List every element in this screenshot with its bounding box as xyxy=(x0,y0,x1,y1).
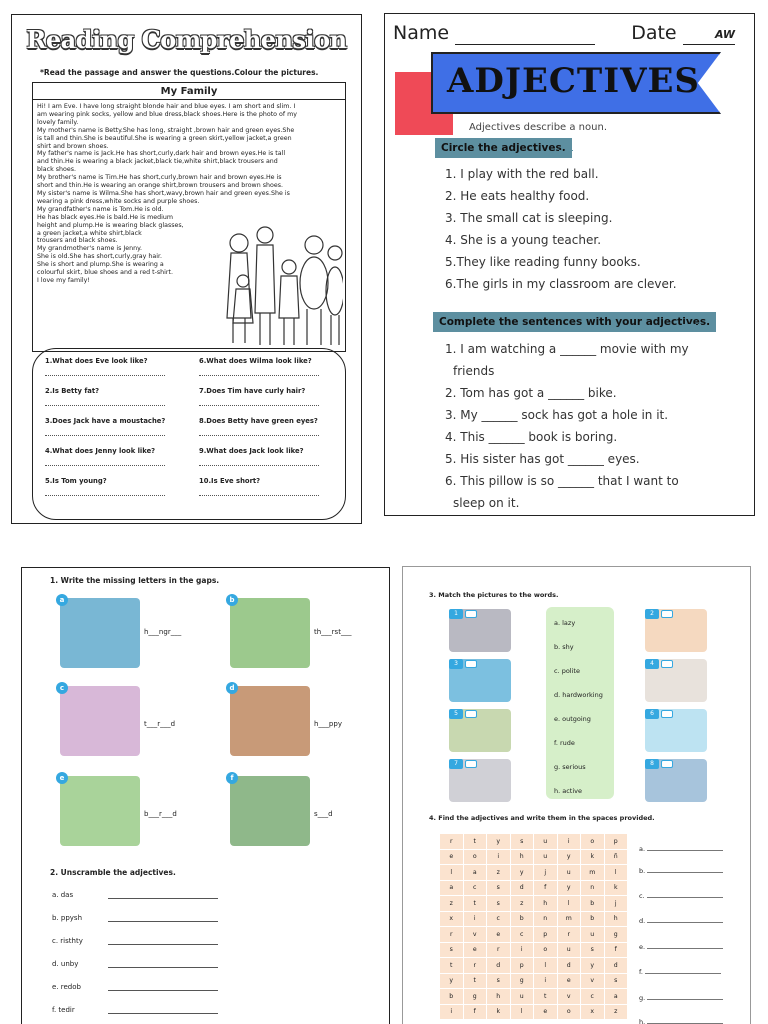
passage-line: Hi! I am Eve. I have long straight blonde hair and blue eyes. I am short and slim. I xyxy=(37,103,296,110)
passage-line: She is short and plump.She is wearing a xyxy=(37,261,164,269)
grid-cell[interactable]: p xyxy=(510,958,534,974)
grid-cell[interactable]: s xyxy=(604,973,628,989)
answer-slot[interactable] xyxy=(639,917,723,925)
answer-line[interactable] xyxy=(199,395,319,406)
grid-row xyxy=(440,880,628,896)
answer-letter: c. xyxy=(639,892,645,900)
answer-box[interactable] xyxy=(465,710,477,718)
answer-line[interactable] xyxy=(45,455,165,466)
grid-cell[interactable]: k xyxy=(604,880,628,896)
scrambled-word: d. unby xyxy=(52,960,79,968)
gap-word[interactable]: t___r___d xyxy=(144,720,176,728)
list-item: 4. She is a young teacher. xyxy=(445,233,602,247)
instruction-text: *Read the passage and answer the questions.Colour the pictures. xyxy=(40,68,319,77)
answer-line[interactable] xyxy=(45,395,165,406)
word-option: b. shy xyxy=(554,643,574,651)
grid-cell[interactable]: e xyxy=(440,849,464,865)
passage-line: short and thin.He is wearing an orange shirt,brown trousers and brown shoes. xyxy=(37,182,283,190)
question-text: 7.Does Tim have curly hair? xyxy=(199,387,306,395)
passage-title: My Family xyxy=(33,83,345,100)
scrambled-word: a. das xyxy=(52,891,74,899)
grid-row xyxy=(440,942,628,958)
word-option: e. outgoing xyxy=(554,715,591,723)
grid-cell[interactable]: r xyxy=(440,834,464,850)
picture-number: 3 xyxy=(449,659,463,669)
passage-box xyxy=(32,82,346,352)
grid-cell[interactable]: l xyxy=(557,896,581,912)
name-label: Name xyxy=(393,22,450,44)
grid-cell[interactable]: n xyxy=(581,880,605,896)
photo-hungry xyxy=(60,598,140,668)
grid-row xyxy=(440,973,628,989)
grid-cell[interactable]: f xyxy=(534,880,558,896)
grid-cell[interactable]: r xyxy=(557,927,581,943)
grid-row xyxy=(440,911,628,927)
grid-cell[interactable]: z xyxy=(440,896,464,912)
grid-cell[interactable]: c xyxy=(581,989,605,1005)
questions-column-right xyxy=(199,357,349,507)
grid-cell[interactable]: u xyxy=(557,865,581,881)
grid-cell[interactable]: d xyxy=(487,958,511,974)
answer-line[interactable] xyxy=(199,455,319,466)
list-item: 1. I am watching a ______ movie with my xyxy=(445,342,689,356)
passage-line: shirt and brown shoes. xyxy=(37,142,109,150)
grid-row xyxy=(440,849,628,865)
answer-line[interactable] xyxy=(108,967,218,968)
answer-letter: g. xyxy=(639,994,646,1002)
scrambled-word: f. tedir xyxy=(52,1006,75,1014)
grid-cell[interactable]: e xyxy=(534,1004,558,1020)
grid-cell[interactable]: u xyxy=(557,942,581,958)
grid-cell[interactable]: s xyxy=(510,834,534,850)
answer-line[interactable] xyxy=(108,921,218,922)
photo-badge: b xyxy=(226,594,238,606)
answer-slot[interactable] xyxy=(639,845,723,853)
answer-slot[interactable] xyxy=(639,968,721,976)
grid-cell[interactable]: d xyxy=(510,880,534,896)
word-option: c. polite xyxy=(554,667,580,675)
date-label: Date xyxy=(631,22,677,44)
scrambled-word: e. redob xyxy=(52,983,81,991)
answer-slot[interactable] xyxy=(639,892,723,900)
grid-cell[interactable]: n xyxy=(534,911,558,927)
match-find-sheet xyxy=(402,566,751,1024)
family-illustration xyxy=(217,223,343,351)
word-option: g. serious xyxy=(554,763,586,771)
missing-letters-sheet xyxy=(21,567,390,1024)
answer-line[interactable] xyxy=(45,425,165,436)
picture-number: 1 xyxy=(449,609,463,619)
grid-cell[interactable]: y xyxy=(510,865,534,881)
word-bank xyxy=(546,607,614,799)
grid-cell[interactable]: i xyxy=(463,911,487,927)
picture-number: 2 xyxy=(645,609,659,619)
passage-line: wearing a pink dress,white socks and purple shoes. xyxy=(37,197,200,205)
grid-cell[interactable]: t xyxy=(534,989,558,1005)
name-field[interactable] xyxy=(455,22,595,45)
question-item xyxy=(45,447,195,477)
question-item xyxy=(199,447,349,477)
question-text: 1.What does Eve look like? xyxy=(45,357,148,365)
dashed-divider xyxy=(683,324,701,325)
question-item xyxy=(45,477,195,507)
question-text: 3.Does Jack have a moustache? xyxy=(45,417,166,425)
photo-badge: c xyxy=(56,682,68,694)
answer-letter: h. xyxy=(639,1018,646,1024)
exercise-2-heading: 2. Unscramble the adjectives. xyxy=(50,868,176,877)
photo-badge: d xyxy=(226,682,238,694)
grid-cell[interactable]: r xyxy=(440,927,464,943)
grid-cell[interactable]: e xyxy=(487,927,511,943)
grid-cell[interactable]: s xyxy=(487,896,511,912)
passage-line: He has black eyes.He is bald.He is medium xyxy=(37,213,173,221)
photo-sad xyxy=(230,776,310,846)
grid-cell[interactable]: z xyxy=(604,1004,628,1020)
grid-cell[interactable]: o xyxy=(581,834,605,850)
question-item xyxy=(45,417,195,447)
adjectives-sheet xyxy=(384,13,755,516)
passage-line: a green jacket,a white shirt,black xyxy=(37,229,142,237)
question-text: 5.Is Tom young? xyxy=(45,477,107,485)
grid-cell[interactable]: d xyxy=(557,958,581,974)
passage-line: My brother's name is Tim.He has short,curly,brown hair and brown eyes.He is xyxy=(37,174,282,182)
word-option: f. rude xyxy=(554,739,575,747)
question-text: 4.What does Jenny look like? xyxy=(45,447,156,455)
passage-line: is tall and thin.She is beautiful.She is wearing a green skirt,yellow jacket,a green xyxy=(37,134,292,142)
grid-cell[interactable]: l xyxy=(534,958,558,974)
grid-cell[interactable]: o xyxy=(557,1004,581,1020)
questions-box xyxy=(32,348,346,520)
grid-cell[interactable]: l xyxy=(510,1004,534,1020)
grid-cell[interactable]: v xyxy=(581,973,605,989)
passage-line: My father's name is Jack.He has short,curly,dark hair and brown eyes.He is tall xyxy=(37,150,286,158)
grid-cell[interactable]: p xyxy=(534,927,558,943)
answer-line[interactable] xyxy=(108,1013,218,1014)
list-item: 6.The girls in my classroom are clever. xyxy=(445,277,677,291)
grid-cell[interactable]: a xyxy=(604,989,628,1005)
passage-line: My mother's name is Betty.She has long, straight ,brown hair and green eyes.She xyxy=(37,126,295,134)
answer-letter: b. xyxy=(639,867,646,875)
photo-badge: f xyxy=(226,772,238,784)
grid-cell[interactable]: k xyxy=(487,1004,511,1020)
logo-text: AW xyxy=(715,28,736,41)
word-option: h. active xyxy=(554,787,583,795)
answer-letter: d. xyxy=(639,917,646,925)
grid-cell[interactable]: l xyxy=(604,865,628,881)
answer-slot[interactable] xyxy=(639,994,723,1002)
grid-row xyxy=(440,958,628,974)
questions-column-left xyxy=(45,357,195,507)
grid-cell[interactable]: z xyxy=(510,896,534,912)
grid-cell[interactable]: h xyxy=(534,896,558,912)
grid-cell[interactable]: s xyxy=(487,973,511,989)
gap-word[interactable]: h___ppy xyxy=(314,720,342,728)
photo-thirsty xyxy=(230,598,310,668)
gap-word[interactable]: h___ngr___ xyxy=(144,628,182,636)
sheet-title: Reading Comprehension xyxy=(26,25,347,54)
grid-row xyxy=(440,1004,628,1020)
list-item: 2. Tom has got a ______ bike. xyxy=(445,386,617,400)
exercise-1-heading: 1. Write the missing letters in the gaps. xyxy=(50,576,220,585)
photo-tired xyxy=(60,686,140,756)
grid-cell[interactable]: c xyxy=(487,911,511,927)
gap-word[interactable]: th___rst___ xyxy=(314,628,352,636)
grid-cell[interactable]: f xyxy=(463,1004,487,1020)
list-item: 5.They like reading funny books. xyxy=(445,255,641,269)
question-text: 2.Is Betty fat? xyxy=(45,387,100,395)
answer-slot[interactable] xyxy=(639,943,723,951)
grid-cell[interactable]: h xyxy=(487,989,511,1005)
picture-number: 8 xyxy=(645,759,659,769)
grid-row xyxy=(440,989,628,1005)
grid-cell[interactable]: u xyxy=(534,834,558,850)
grid-cell[interactable]: b xyxy=(440,989,464,1005)
answer-box[interactable] xyxy=(661,610,673,618)
passage-line: I love my family! xyxy=(37,276,90,284)
question-text: 10.Is Eve short? xyxy=(199,477,261,485)
grid-cell[interactable]: t xyxy=(463,973,487,989)
list-item: 3. My ______ sock has got a hole in it. xyxy=(445,408,669,422)
grid-cell[interactable]: s xyxy=(440,942,464,958)
list-item: 3. The small cat is sleeping. xyxy=(445,211,613,225)
grid-cell[interactable]: s xyxy=(487,880,511,896)
exercise-3-heading: 3. Match the pictures to the words. xyxy=(429,591,559,599)
answer-box[interactable] xyxy=(661,660,673,668)
grid-cell[interactable]: t xyxy=(463,896,487,912)
grid-cell[interactable]: u xyxy=(581,927,605,943)
answer-slot[interactable] xyxy=(639,1018,723,1024)
word-option: a. lazy xyxy=(554,619,576,627)
grid-cell[interactable]: y xyxy=(487,834,511,850)
answer-line[interactable] xyxy=(199,365,319,376)
definition-text: Adjectives describe a noun. xyxy=(469,122,607,133)
name-date-row xyxy=(393,22,735,45)
grid-cell[interactable]: b xyxy=(510,911,534,927)
grid-cell[interactable]: y xyxy=(440,973,464,989)
grid-cell[interactable]: m xyxy=(557,911,581,927)
passage-line: She is old.She has short,curly,gray hair. xyxy=(37,253,162,261)
answer-line[interactable] xyxy=(45,485,165,496)
list-item: 2. He eats healthy food. xyxy=(445,189,590,203)
grid-cell[interactable]: y xyxy=(581,958,605,974)
grid-cell[interactable]: a xyxy=(463,865,487,881)
grid-cell[interactable]: i xyxy=(440,1004,464,1020)
picture-number: 6 xyxy=(645,709,659,719)
grid-row xyxy=(440,927,628,943)
question-item xyxy=(199,387,349,417)
question-item xyxy=(45,357,195,387)
question-item xyxy=(199,477,349,507)
photo-badge: e xyxy=(56,772,68,784)
passage-line: black shoes. xyxy=(37,166,76,174)
grid-cell[interactable]: r xyxy=(463,958,487,974)
scrambled-word: b. ppysh xyxy=(52,914,83,922)
answer-line[interactable] xyxy=(45,365,165,376)
grid-cell[interactable]: u xyxy=(534,849,558,865)
passage-line: and thin.He is wearing a black jacket,black tie,white shirt,black trousers and xyxy=(37,158,278,166)
photo-badge: a xyxy=(56,594,68,606)
banner-title: ADJECTIVES xyxy=(447,61,700,101)
list-item: 6. This pillow is so ______ that I want to xyxy=(445,474,679,488)
answer-box[interactable] xyxy=(465,660,477,668)
list-item: 5. His sister has got ______ eyes. xyxy=(445,452,640,466)
grid-cell[interactable]: o xyxy=(534,942,558,958)
gap-word[interactable]: s___d xyxy=(314,810,333,818)
grid-cell[interactable]: x xyxy=(440,911,464,927)
grid-cell[interactable]: d xyxy=(604,958,628,974)
list-item: sleep on it. xyxy=(453,496,520,510)
answer-line[interactable] xyxy=(199,425,319,436)
passage-line: My grandmother's name is Jenny. xyxy=(37,245,142,253)
exercise-4-heading: 4. Find the adjectives and write them in the spaces provided. xyxy=(429,814,655,822)
word-option: d. hardworking xyxy=(554,691,603,699)
grid-cell[interactable]: h xyxy=(510,849,534,865)
grid-cell[interactable]: o xyxy=(463,849,487,865)
grid-cell[interactable]: g xyxy=(510,973,534,989)
passage-line: colourful skirt, blue shoes and a red t-shirt. xyxy=(37,269,173,277)
passage-line: am wearing pink socks, yellow and blue dress,black shoes.Here is the photo of my xyxy=(37,110,297,118)
grid-cell[interactable]: u xyxy=(510,989,534,1005)
grid-cell[interactable]: h xyxy=(604,911,628,927)
grid-cell[interactable]: y xyxy=(557,880,581,896)
passage-line: lovely family. xyxy=(37,118,79,126)
grid-cell[interactable]: p xyxy=(604,834,628,850)
question-text: 8.Does Betty have green eyes? xyxy=(199,417,318,425)
grid-cell[interactable]: v xyxy=(463,927,487,943)
grid-cell[interactable]: t xyxy=(463,834,487,850)
answer-letter: a. xyxy=(639,845,646,853)
dashed-divider xyxy=(559,150,573,151)
answer-line[interactable] xyxy=(108,898,218,899)
grid-cell[interactable]: j xyxy=(604,896,628,912)
photo-happy xyxy=(230,686,310,756)
grid-cell[interactable]: v xyxy=(557,989,581,1005)
grid-cell[interactable]: t xyxy=(440,958,464,974)
grid-cell[interactable]: e xyxy=(557,973,581,989)
answer-box[interactable] xyxy=(465,610,477,618)
answer-line[interactable] xyxy=(108,990,218,991)
passage-line: My sister's name is Wilma.She has short,wavy,brown hair and green eyes.She is xyxy=(37,189,290,197)
grid-cell[interactable]: c xyxy=(510,927,534,943)
grid-cell[interactable]: x xyxy=(581,1004,605,1020)
list-item: 1. I play with the red ball. xyxy=(445,167,599,181)
answer-box[interactable] xyxy=(465,760,477,768)
grid-cell[interactable]: g xyxy=(604,927,628,943)
list-item: friends xyxy=(453,364,495,378)
list-item: 4. This ______ book is boring. xyxy=(445,430,618,444)
question-text: 6.What does Wilma look like? xyxy=(199,357,312,365)
grid-cell[interactable]: l xyxy=(440,865,464,881)
picture-number: 7 xyxy=(449,759,463,769)
answer-line[interactable] xyxy=(108,944,218,945)
grid-cell[interactable]: i xyxy=(487,849,511,865)
word-search-grid[interactable] xyxy=(439,833,628,1020)
scrambled-word: c. risthty xyxy=(52,937,83,945)
picture-number: 4 xyxy=(645,659,659,669)
grid-cell[interactable]: b xyxy=(581,911,605,927)
grid-row xyxy=(440,896,628,912)
grid-cell[interactable]: a xyxy=(440,880,464,896)
section-heading-circle: Circle the adjectives. xyxy=(435,138,572,158)
grid-cell[interactable]: k xyxy=(581,849,605,865)
grid-cell[interactable]: c xyxy=(463,880,487,896)
grid-cell[interactable]: f xyxy=(604,942,628,958)
question-item xyxy=(45,387,195,417)
grid-cell[interactable]: r xyxy=(487,942,511,958)
grid-cell[interactable]: z xyxy=(487,865,511,881)
grid-cell[interactable]: s xyxy=(581,942,605,958)
picture-number: 5 xyxy=(449,709,463,719)
reading-comprehension-sheet xyxy=(11,14,362,524)
grid-row xyxy=(440,834,628,850)
grid-cell[interactable]: e xyxy=(463,942,487,958)
passage-line: height and plump.He is wearing black glasses, xyxy=(37,221,184,229)
answer-line[interactable] xyxy=(199,485,319,496)
passage-line: trousers and black shoes. xyxy=(37,237,118,245)
answer-letter: f. xyxy=(639,968,643,976)
grid-cell[interactable]: y xyxy=(557,849,581,865)
question-text: 9.What does Jack look like? xyxy=(199,447,304,455)
grid-cell[interactable]: i xyxy=(510,942,534,958)
answer-box[interactable] xyxy=(661,760,673,768)
photo-bored xyxy=(60,776,140,846)
circle-list xyxy=(445,163,677,295)
passage-line: My grandfather's name is Tom.He is old. xyxy=(37,205,164,213)
grid-cell[interactable]: b xyxy=(581,896,605,912)
answer-slot[interactable] xyxy=(639,867,723,875)
answer-box[interactable] xyxy=(661,710,673,718)
answer-letter: e. xyxy=(639,943,646,951)
grid-cell[interactable]: m xyxy=(581,865,605,881)
question-item xyxy=(199,417,349,447)
section-heading-complete: Complete the sentences with your adjectives. xyxy=(433,312,716,332)
grid-cell[interactable]: g xyxy=(463,989,487,1005)
gap-word[interactable]: b___r___d xyxy=(144,810,177,818)
grid-cell[interactable]: ñ xyxy=(604,849,628,865)
grid-cell[interactable]: i xyxy=(534,973,558,989)
grid-row xyxy=(440,865,628,881)
grid-cell[interactable]: j xyxy=(534,865,558,881)
complete-list xyxy=(445,338,689,514)
grid-cell[interactable]: i xyxy=(557,834,581,850)
question-item xyxy=(199,357,349,387)
